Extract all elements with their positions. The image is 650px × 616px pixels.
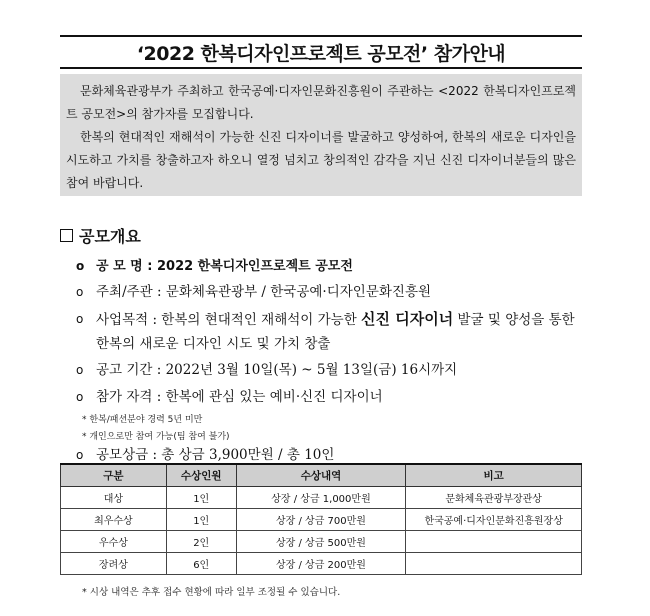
list-item-period bbox=[76, 358, 582, 383]
bullet-icon: o bbox=[76, 285, 84, 299]
bullet-icon: o bbox=[76, 312, 84, 326]
contest-name: 공 모 명 : 2022 한복디자인프로젝트 공모전 bbox=[96, 259, 353, 274]
overview-list bbox=[76, 254, 582, 468]
purpose-text bbox=[96, 307, 582, 356]
bullet-icon: o bbox=[76, 363, 84, 377]
table-header: 수상인원 bbox=[166, 464, 236, 486]
table-cell bbox=[406, 552, 582, 574]
list-item-name bbox=[76, 254, 582, 279]
bullet-icon: o bbox=[76, 448, 84, 462]
table-cell: 우수상 bbox=[61, 530, 167, 552]
intro-box bbox=[60, 74, 582, 196]
table-cell: 최우수상 bbox=[61, 508, 167, 530]
table-footnote: * 시상 내역은 추후 접수 현황에 따라 일부 조정될 수 있습니다. bbox=[82, 587, 341, 598]
table-cell: 6인 bbox=[166, 552, 236, 574]
intro-paragraph-1: 문화체육관광부가 주최하고 한국공예·디자인문화진흥원이 주관하는 <2022 한복디자인프로젝트 공모전>의 참가자를 모집합니다. bbox=[66, 84, 576, 121]
list-item-eligibility bbox=[76, 385, 582, 410]
table-header: 구분 bbox=[61, 464, 167, 486]
table-cell: 상장 / 상금 1,000만원 bbox=[236, 486, 406, 508]
prize-text: 공모상금 : 총 상금 3,900만원 / 총 10인 bbox=[96, 447, 335, 463]
table-row bbox=[61, 530, 582, 552]
bullet-icon: o bbox=[76, 390, 84, 404]
table-cell: 상장 / 상금 200만원 bbox=[236, 552, 406, 574]
note-career: * 한복/패션분야 경력 5년 미만 bbox=[82, 415, 203, 425]
host-text: 주최/주관 : 문화체육관광부 / 한국공예·디자인문화진흥원 bbox=[96, 284, 432, 300]
intro-paragraph-2: 한복의 현대적인 재해석이 가능한 신진 디자이너를 발굴하고 양성하여, 한복의 새로운 디자인을 시도하고 가치를 창출하고자 하오니 열정 넘치고 창의적인 감각을 지닌 신진 디자이너분들의 많은 참여 바랍니다. bbox=[66, 130, 576, 190]
table-cell: 상장 / 상금 700만원 bbox=[236, 508, 406, 530]
section-heading bbox=[60, 224, 141, 247]
purpose-text-post: 발굴 및 양성을 통한 한복의 새로운 디자인 시도 및 가치 창출 bbox=[96, 312, 575, 352]
bullet-icon: o bbox=[76, 259, 85, 273]
list-item-purpose bbox=[76, 307, 582, 356]
table-row bbox=[61, 486, 582, 508]
table-header: 수상내역 bbox=[236, 464, 406, 486]
section-heading-label: 공모개요 bbox=[79, 227, 141, 246]
table-cell: 대상 bbox=[61, 486, 167, 508]
table-header-row bbox=[61, 464, 582, 486]
table-row bbox=[61, 552, 582, 574]
table-cell: 상장 / 상금 500만원 bbox=[236, 530, 406, 552]
table-cell bbox=[406, 530, 582, 552]
square-bullet-icon bbox=[60, 229, 73, 242]
purpose-text-bold: 신진 디자이너 bbox=[361, 310, 454, 328]
table-row bbox=[61, 508, 582, 530]
table-cell: 1인 bbox=[166, 486, 236, 508]
award-table bbox=[60, 463, 582, 575]
table-cell: 2인 bbox=[166, 530, 236, 552]
table-cell: 장려상 bbox=[61, 552, 167, 574]
table-header: 비고 bbox=[406, 464, 582, 486]
note-individual: * 개인으로만 참여 가능(팀 참여 불가) bbox=[82, 432, 230, 442]
period-text: 공고 기간 : 2022년 3월 10일(목) ~ 5월 13일(금) 16시까지 bbox=[96, 362, 458, 378]
page-title: ‘2022 한복디자인프로젝트 공모전’ 참가안내 bbox=[60, 35, 582, 69]
table-cell: 한국공예·디자인문화진흥원장상 bbox=[406, 508, 582, 530]
list-item-host bbox=[76, 280, 582, 305]
table-cell: 문화체육관광부장관상 bbox=[406, 486, 582, 508]
eligibility-text: 참가 자격 : 한복에 관심 있는 예비·신진 디자이너 bbox=[96, 389, 383, 405]
table-cell: 1인 bbox=[166, 508, 236, 530]
purpose-text-pre: 사업목적 : 한복의 현대적인 재해석이 가능한 bbox=[96, 312, 362, 328]
